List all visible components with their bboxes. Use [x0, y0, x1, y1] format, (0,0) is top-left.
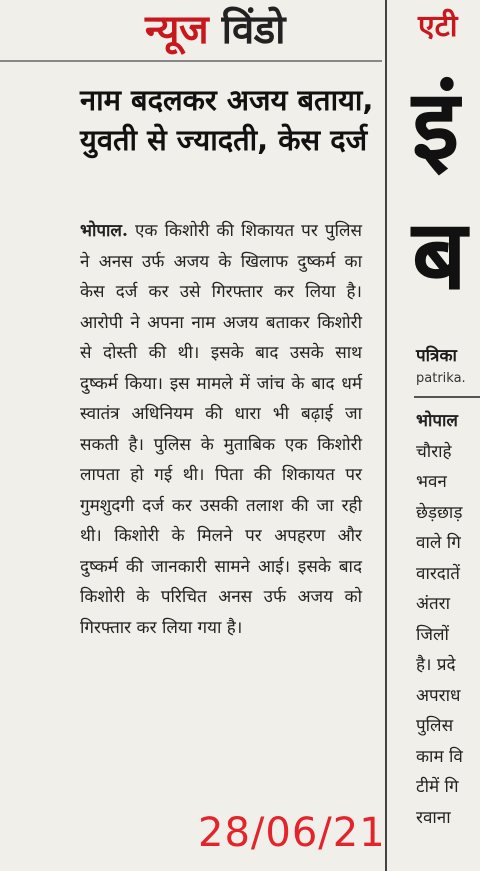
adjacent-line: भोपाल — [416, 411, 458, 431]
adjacent-headline-line1: इं — [412, 69, 460, 181]
adjacent-line: जिलों — [416, 624, 449, 645]
adjacent-section-tag: एटी — [418, 9, 458, 44]
adjacent-line: रवाना — [416, 807, 451, 828]
masthead-part-window: विंडो — [221, 7, 285, 53]
date-stamp: 28/06/21 — [198, 810, 386, 856]
adjacent-line: वाले गि — [416, 533, 461, 553]
adjacent-text-lines — [416, 406, 480, 833]
article-body-text: एक किशोरी की शिकायत पर पुलिस ने अनस उर्फ अजय के खिलाफ दुष्कर्म का केस दर्ज कर उसे गिरफ्तार कर लिया है। आरोपी ने अपना नाम अजय बताकर किशोरी से दोस्ती की थी। इसके बाद उसके साथ दुष्कर्म किया। इस मामले में जांच के बाद धर्म स्वातंत्र अधिनियम की धारा भी बढ़ाई जा सकती है। पुलिस के मुताबिक एक किशोरी लापता हो गई थी। पिता की शिकायत पर गुमशुदगी दर्ज कर उसकी तलाश की जा रही थी। किशोरी के मिलने पर अपहरण और दुष्कर्म की जानकारी सामने आई। इसके बाद किशोरी के परिचित अनस उर्फ अजय को गिरफ्तार कर लिया गया है। — [80, 221, 363, 638]
adjacent-line: है। प्रदे — [416, 655, 456, 675]
column-divider — [385, 0, 387, 871]
adjacent-line: वारदातें — [416, 563, 460, 584]
masthead-part-news: न्यूज — [145, 7, 209, 53]
adjacent-line: अंतरा — [416, 594, 451, 614]
masthead-rule — [0, 60, 382, 62]
section-masthead — [145, 2, 285, 58]
article-dateline: भोपाल. — [80, 221, 128, 241]
adjacent-line: भवन — [416, 472, 447, 492]
adjacent-line: चौराहे — [416, 441, 452, 462]
adjacent-line: काम वि — [416, 746, 463, 767]
adjacent-line: अपराध — [416, 685, 461, 706]
adjacent-line: पुलिस — [416, 716, 454, 736]
adjacent-article-column — [390, 0, 480, 871]
adjacent-byline: पत्रिका — [416, 346, 457, 366]
adjacent-rule — [414, 396, 480, 398]
adjacent-line: टीमें गि — [416, 777, 459, 797]
article-body — [80, 216, 362, 643]
adjacent-headline-line2: ब — [412, 199, 467, 311]
article-headline: नाम बदलकर अजय बताया, युवती से ज्यादती, केस दर्ज — [80, 83, 374, 157]
adjacent-line: छेड़छाड़ — [416, 502, 463, 523]
adjacent-site: patrika. — [416, 371, 466, 386]
